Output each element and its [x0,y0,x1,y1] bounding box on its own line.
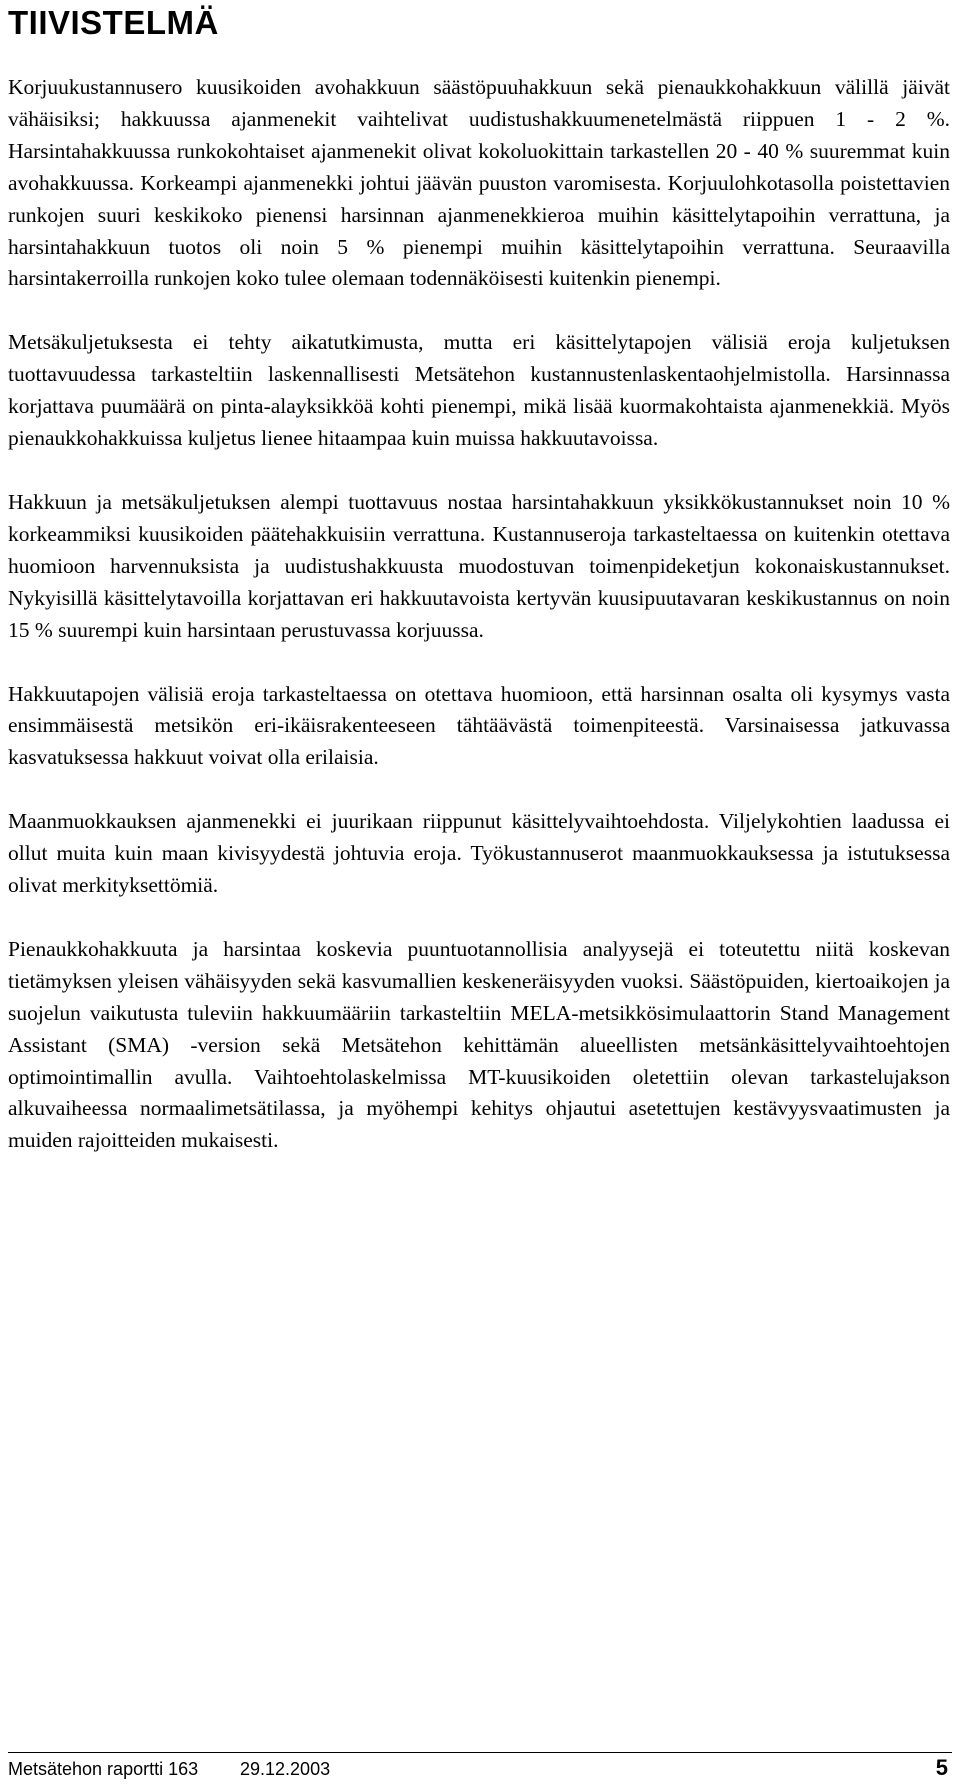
paragraph: Pienaukkohakkuuta ja harsintaa koskevia puuntuotannollisia analyysejä ei toteutettu niitä koskevan tietämyksen yleisen vähäisyyden sekä kasvumallien keskeneräisyyden vuoksi. Säästöpuiden, kiertoaikojen ja suojelun vaikutusta tuleviin hakkuumääriin tarkasteltiin MELA-metsikkösimulaattorin Stand Management Assistant (SMA) -version sekä Metsätehon kehittämän alueellisten metsänkäsittelyvaihtoehtojen optimointimallin avulla. Vaihtoehtolaskelmissa MT-kuusikoiden oletettiin olevan tarkastelujakson alkuvaiheessa normaalimetsätilassa, ja myöhempi kehitys ohjautui asetettujen kestävyysvaatimusten ja muiden rajoitteiden mukaisesti. [8,936,950,1153]
footer-date: 29.12.2003 [240,1759,331,1779]
page-number: 5 [935,1755,948,1780]
page-footer [8,1757,948,1783]
paragraph: Maanmuokkauksen ajanmenekki ei juurikaan riippunut käsittelyvaihtoehdosta. Viljelykohtien laadussa ei ollut muita kuin maan kivisyydestä johtuvia eroja. Työkustannuserot maanmuokkauksessa ja istutuksessa olivat merkityksettömiä. [8,809,950,898]
paragraph: Hakkuutapojen välisiä eroja tarkasteltaessa on otettava huomioon, että harsinnan osalta oli kysymys vasta ensimmäisestä metsikön eri-ikäisrakenteeseen tähtäävästä toimenpiteestä. Varsinaisessa jatkuvassa kasvatuksessa hakkuut voivat olla erilaisia. [8,681,950,770]
paragraph: Metsäkuljetuksesta ei tehty aikatutkimusta, mutta eri käsittelytapojen välisiä eroja kuljetuksen tuottavuudessa tarkasteltiin laskennallisesti Metsätehon kustannustenlaskentaohjelmistolla. Harsinnassa korjattava puumäärä on pinta-alayksikköä kohti pienempi, mikä lisää kuormakohtaista ajanmenekkiä. Myös pienaukkohakkuissa kuljetus lienee hitaampaa kuin muissa hakkuutavoissa. [8,330,950,451]
page-title: TIIVISTELMÄ [8,4,219,41]
paragraph: Hakkuun ja metsäkuljetuksen alempi tuottavuus nostaa harsintahakkuun yksikkökustannukset noin 10 % korkeammiksi kuusikoiden päätehakkuisiin verrattuna. Kustannuseroja tarkasteltaessa on kuitenkin otettava huomioon harvennuksista ja uudistushakkuusta muodostuvan toimenpideketjun kokonaiskustannukset. Nykyisillä käsittelytavoilla korjattavan eri hakkuutavoista kertyvän kuusipuutavaran keskikustannus on noin 15 % suurempi kuin harsintaan perustuvassa korjuussa. [8,489,950,642]
footer-divider [8,1752,952,1753]
paragraph: Korjuukustannusero kuusikoiden avohakkuun säästöpuuhakkuun sekä pienaukkohakkuun välillä jäivät vähäisiksi; hakkuussa ajanmenekit vaihtelivat uudistushakkuumenetelmästä riippuen 1 - 2 %. Harsintahakkuussa runkokohtaiset ajanmenekit olivat kokoluokittain tarkastellen 20 - 40 % suuremmat kuin avohakkuussa. Korkeampi ajanmenekki johtui jäävän puuston varomisesta. Korjuulohkotasolla poistettavien runkojen suuri keskikoko pienensi harsinnan ajanmenekkieroa muihin käsittelytapoihin verrattuna, ja harsintahakkuun tuotos oli noin 5 % pienempi muihin käsittelytapoihin verrattuna. Seuraavilla harsintakerroilla runkojen koko tulee olemaan todennäköisesti kuitenkin pienempi. [8,75,950,291]
footer-report-name: Metsätehon raportti 163 [8,1759,199,1779]
body-text [8,72,950,1189]
